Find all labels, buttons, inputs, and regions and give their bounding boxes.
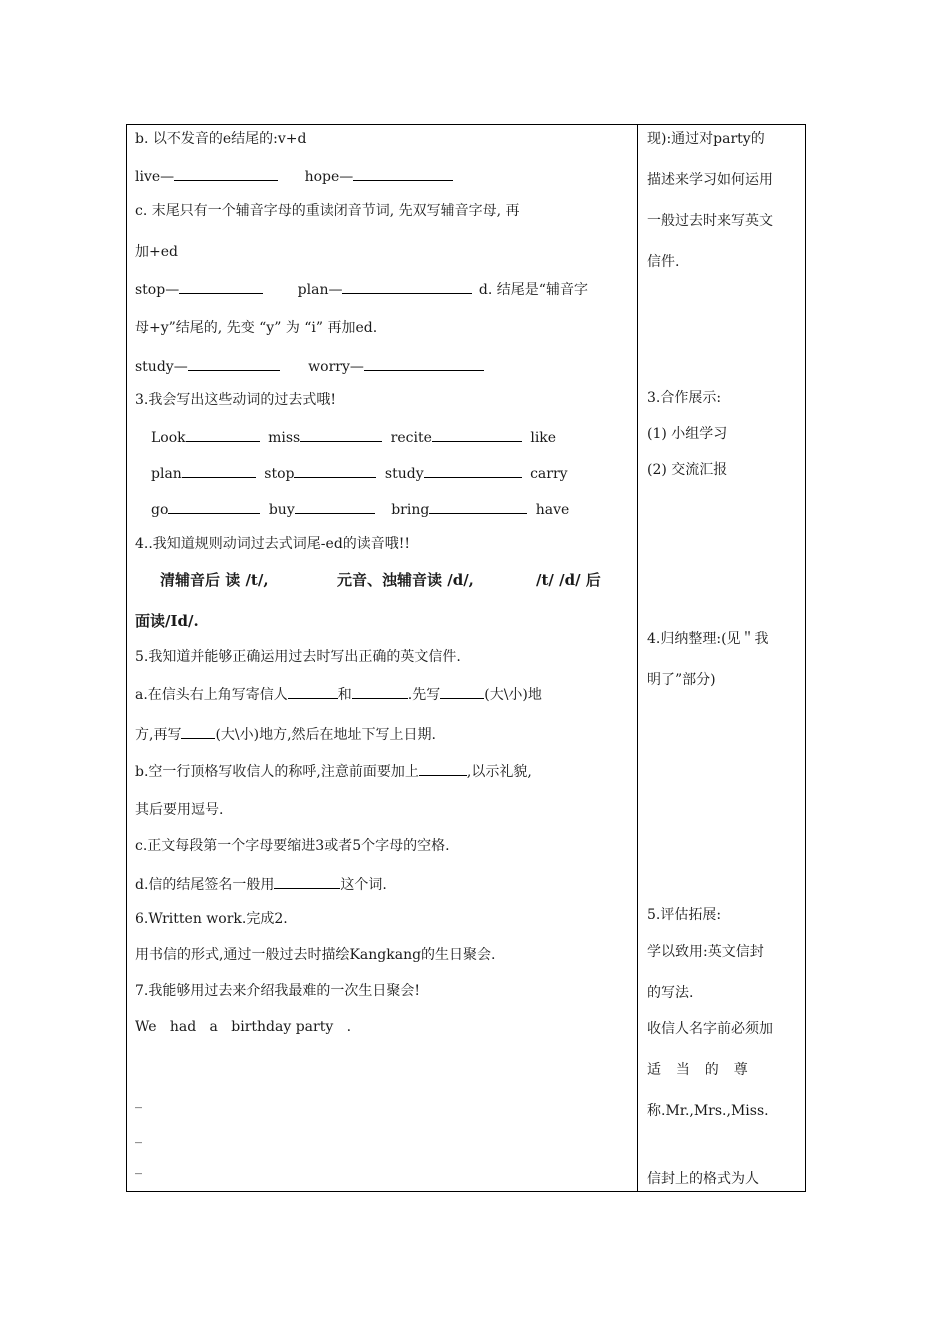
live-label: live— xyxy=(135,169,175,185)
step-5-note: 适 当 的 尊 xyxy=(647,1062,750,1078)
item-5: 5.我知道并能够正确运用过去时写出正确的英文信件. xyxy=(135,649,461,665)
text: 方,再写 xyxy=(135,727,182,743)
step-5-title: 5.评估拓展: xyxy=(647,907,722,923)
step-3-item: (1) 小组学习 xyxy=(647,426,728,442)
hope-blank[interactable] xyxy=(353,166,453,181)
stop-label: stop— xyxy=(135,282,180,298)
step-5-note: 学以致用:英文信封 xyxy=(647,944,764,960)
verb: study xyxy=(384,466,424,482)
rule-a-2 xyxy=(135,724,436,744)
sender-blank[interactable] xyxy=(288,684,338,699)
study-label: study— xyxy=(135,359,188,375)
live-row xyxy=(135,166,453,186)
verb: have xyxy=(535,502,570,518)
rule-c-1: c. 末尾只有一个辅音字母的重读闭音节词, 先双写辅音字母, 再 xyxy=(135,203,520,219)
verb: plan xyxy=(151,466,182,482)
verbs-row-3 xyxy=(151,499,569,519)
plan-label: plan— xyxy=(297,282,343,298)
sentence-start: We had a birthday party . xyxy=(135,1019,352,1035)
step-3-item: (2) 交流汇报 xyxy=(647,462,728,478)
item-7: 7.我能够用过去来介绍我最难的一次生日聚会! xyxy=(135,983,420,999)
text: .先写 xyxy=(407,687,441,703)
text: (大\小)地 xyxy=(484,687,542,703)
step-5-note: 信封上的格式为人 xyxy=(647,1171,759,1187)
rule-c-2: 加+ed xyxy=(135,244,178,260)
text: d.信的结尾签名一般用 xyxy=(135,877,275,893)
rule-d-1: d. 结尾是“辅音字 xyxy=(478,282,588,298)
right-note: 信件. xyxy=(647,254,680,270)
rule-b-letter-2: 其后要用逗号. xyxy=(135,802,224,818)
verb: bring xyxy=(391,502,430,518)
item-3: 3.我会写出这些动词的过去式哦! xyxy=(135,392,336,408)
writing-line[interactable]: _ xyxy=(135,1093,142,1109)
item-6-desc: 用书信的形式,通过一般过去时描绘Kangkang的生日聚会. xyxy=(135,947,496,963)
verbs-row-1 xyxy=(151,427,556,447)
step-5-note: 收信人名字前必须加 xyxy=(647,1021,773,1037)
stop-row xyxy=(135,279,588,299)
worry-blank[interactable] xyxy=(364,356,484,371)
signature-blank[interactable] xyxy=(274,874,340,889)
rule-a-1 xyxy=(135,684,542,704)
right-note: 现):通过对party的 xyxy=(647,131,765,147)
text: 这个词. xyxy=(340,877,387,893)
address-blank[interactable] xyxy=(352,684,408,699)
verb: Look xyxy=(151,430,186,446)
verb: like xyxy=(530,430,557,446)
verb-blank[interactable] xyxy=(294,463,376,478)
writing-line[interactable]: _ xyxy=(135,1159,142,1175)
verb-blank[interactable] xyxy=(182,463,256,478)
verb: buy xyxy=(268,502,295,518)
verb-blank[interactable] xyxy=(432,427,522,442)
verb: stop xyxy=(264,466,295,482)
column-divider xyxy=(637,124,638,1192)
size-blank[interactable] xyxy=(440,684,484,699)
item-4: 4..我知道规则动词过去式词尾-ed的读音哦!! xyxy=(135,536,411,552)
verb: carry xyxy=(530,466,568,482)
verb-blank[interactable] xyxy=(424,463,522,478)
stop-blank[interactable] xyxy=(179,279,263,294)
verb: miss xyxy=(268,430,301,446)
writing-line[interactable]: _ xyxy=(135,1128,142,1144)
step-4-note: 明了”部分) xyxy=(647,672,716,688)
right-note: 一般过去时来写英文 xyxy=(647,213,773,229)
worry-label: worry— xyxy=(308,359,364,375)
verb-blank[interactable] xyxy=(429,499,527,514)
verb-blank[interactable] xyxy=(295,499,375,514)
verb: go xyxy=(151,502,169,518)
step-3-title: 3.合作展示: xyxy=(647,390,722,406)
rule-b-letter-1 xyxy=(135,761,532,781)
salutation-blank[interactable] xyxy=(419,761,467,776)
item-6: 6.Written work.完成2. xyxy=(135,911,288,927)
plan-blank[interactable] xyxy=(342,279,472,294)
step-5-note: 称.Mr.,Mrs.,Miss. xyxy=(647,1103,769,1119)
rule-d-letter xyxy=(135,874,387,894)
text: ,以示礼貌, xyxy=(466,764,532,780)
step-5-note: 的写法. xyxy=(647,985,694,1001)
rule-d-2: 母+y”结尾的, 先变 “y” 为 “i” 再加ed. xyxy=(135,320,378,336)
pronunciation-3: /t/ /d/ 后 xyxy=(536,571,601,589)
verb: recite xyxy=(390,430,432,446)
size-blank[interactable] xyxy=(181,724,215,739)
text: (大\小)地方,然后在地址下写上日期. xyxy=(215,727,436,743)
text: b.空一行顶格写收信人的称呼,注意前面要加上 xyxy=(135,764,419,780)
study-row xyxy=(135,356,484,376)
text: a.在信头右上角写寄信人 xyxy=(135,687,288,703)
verb-blank[interactable] xyxy=(300,427,382,442)
verb-blank[interactable] xyxy=(168,499,260,514)
verbs-row-2 xyxy=(151,463,568,483)
verb-blank[interactable] xyxy=(186,427,260,442)
study-blank[interactable] xyxy=(188,356,280,371)
pronunciation-1: 清辅音后 读 /t/, xyxy=(160,571,269,589)
pronunciation-2: 元音、浊辅音读 /d/, xyxy=(337,571,474,589)
right-note: 描述来学习如何运用 xyxy=(647,172,773,188)
rule-b: b. 以不发音的e结尾的:v+d xyxy=(135,131,307,147)
step-4-title: 4.归纳整理:(见＂我 xyxy=(647,631,769,647)
text: 和 xyxy=(337,687,352,703)
rule-c-letter: c.正文每段第一个字母要缩进3或者5个字母的空格. xyxy=(135,838,450,854)
pronunciation-4: 面读/Id/. xyxy=(135,612,199,630)
live-blank[interactable] xyxy=(174,166,278,181)
hope-label: hope— xyxy=(304,169,354,185)
